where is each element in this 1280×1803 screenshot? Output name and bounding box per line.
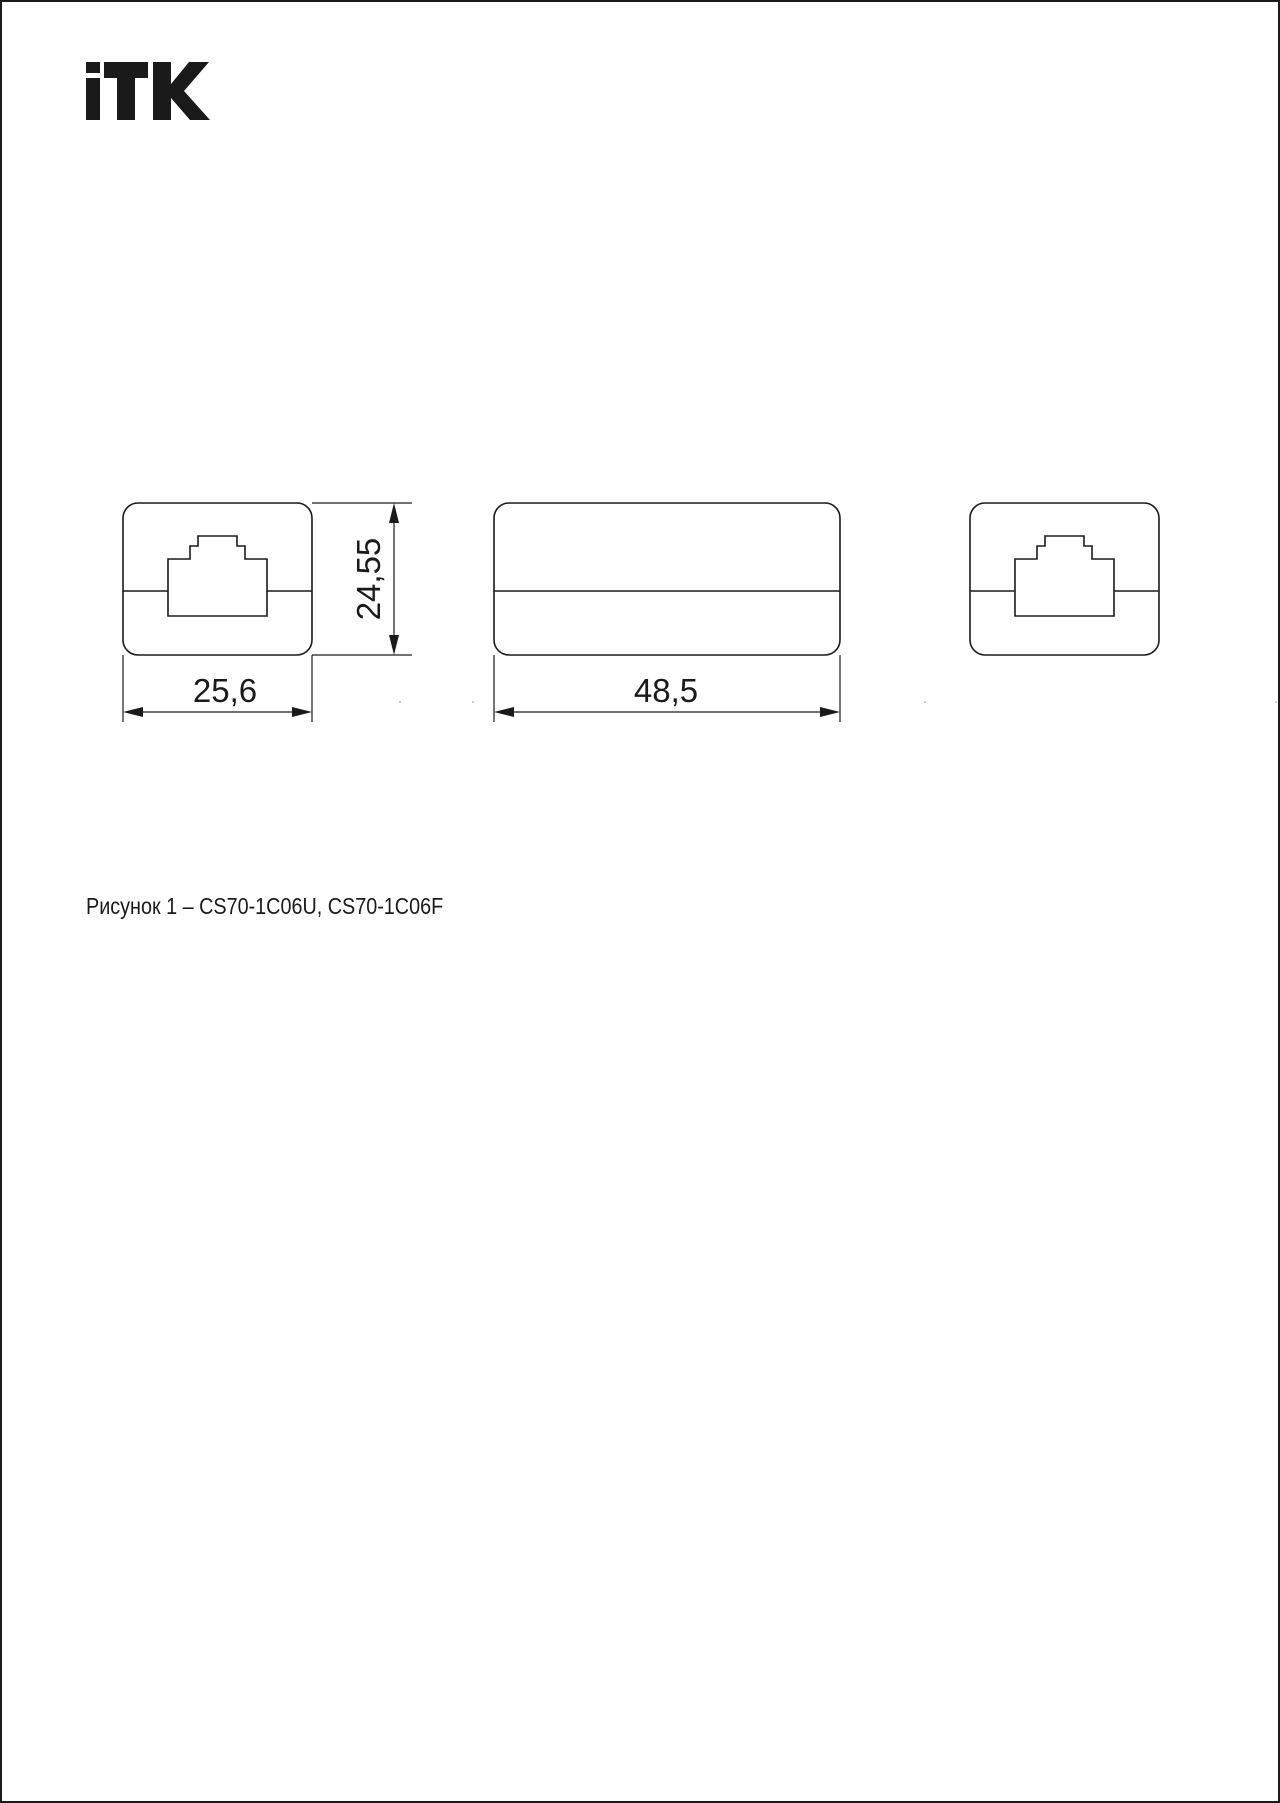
back-view — [970, 503, 1159, 655]
side-view — [494, 503, 840, 655]
front-view-body — [123, 503, 312, 655]
scan-marks — [399, 701, 1277, 703]
height-arrow-top — [389, 503, 399, 523]
side-view-body — [494, 503, 840, 655]
height-arrow-bottom — [389, 635, 399, 655]
front-width-dimension-label: 25,6 — [192, 672, 258, 709]
back-view-body — [970, 503, 1159, 655]
front-width-arrow-left — [123, 707, 143, 717]
side-length-arrow-left — [494, 707, 514, 717]
side-length-dimension-label: 48,5 — [633, 672, 699, 709]
front-view — [123, 503, 312, 655]
front-width-arrow-right — [292, 707, 312, 717]
height-dimension-label: 24,55 — [350, 537, 387, 621]
figure-caption: Рисунок 1 – CS70-1C06U, CS70-1C06F — [86, 893, 444, 919]
side-length-arrow-right — [820, 707, 840, 717]
rj45-port-icon — [1015, 536, 1114, 616]
rj45-port-icon — [168, 536, 267, 616]
